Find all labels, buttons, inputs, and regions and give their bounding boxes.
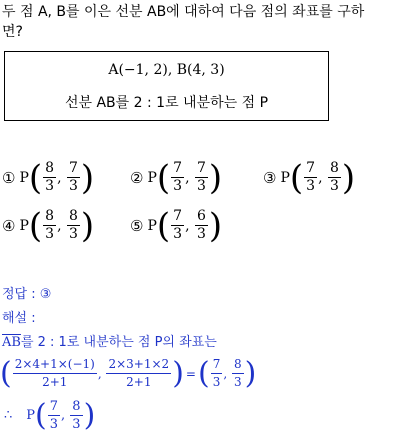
choice-2[interactable] (130, 157, 223, 198)
comma: , (318, 169, 327, 186)
formula-fraction-y (106, 356, 171, 391)
explanation-text: 를 2 : 1로 내분하는 점 P의 좌표는 (20, 335, 217, 350)
condition-box (4, 51, 329, 121)
left-paren: ( (28, 157, 43, 198)
result-fraction-y (232, 356, 244, 391)
numerator: 7 (68, 160, 78, 176)
formula-line (0, 356, 256, 391)
segment-ab: $\overline{AB}$ (2, 335, 21, 350)
choice-prefix: P (19, 217, 29, 234)
fraction-y (67, 160, 80, 195)
choice-mark: ④ (2, 216, 16, 235)
denominator: 3 (49, 417, 59, 432)
fraction-x (304, 160, 317, 195)
result-fraction-x (211, 356, 223, 391)
final-fraction-y (70, 398, 82, 433)
comma: , (223, 366, 231, 381)
choice-prefix: P (19, 169, 29, 186)
denominator: 3 (72, 417, 81, 432)
denominator: 3 (196, 226, 206, 242)
right-paren: ) (244, 355, 257, 391)
right-paren: ) (80, 205, 95, 246)
left-paren: ( (197, 355, 210, 391)
denominator: 3 (196, 178, 206, 194)
numerator: 7 (49, 399, 59, 414)
equals-sign: = (185, 366, 196, 381)
answer-label: 정답 : ③ (2, 287, 52, 302)
choice-3[interactable] (263, 157, 356, 198)
numerator: 8 (329, 160, 339, 176)
final-prefix: P (26, 408, 36, 423)
left-paren: ( (156, 205, 171, 246)
left-paren: ( (28, 205, 43, 246)
comma: , (97, 366, 106, 381)
choice-mark: ③ (263, 168, 277, 187)
condition-points: A(−1, 2), B(4, 3) (108, 62, 225, 78)
denominator: 3 (173, 178, 183, 194)
choice-1[interactable] (2, 157, 95, 198)
comma: , (61, 408, 70, 423)
choice-5[interactable] (130, 205, 223, 246)
right-paren: ) (83, 397, 96, 433)
numerator: 8 (72, 399, 81, 414)
left-paren: ( (156, 157, 171, 198)
numerator: 8 (45, 160, 55, 176)
question-line-2: 면? (2, 24, 23, 40)
choice-prefix: P (280, 169, 290, 186)
left-paren: ( (289, 157, 304, 198)
numerator: 6 (196, 208, 206, 224)
condition-division: 선분 AB를 2 : 1로 내분하는 점 P (64, 95, 269, 111)
choice-prefix: P (147, 217, 157, 234)
numerator: 8 (232, 356, 244, 374)
choice-4[interactable] (2, 205, 95, 246)
choice-prefix: P (147, 169, 157, 186)
numerator: 7 (306, 160, 316, 176)
formula-fraction-x (13, 356, 97, 391)
comma: , (185, 169, 194, 186)
fraction-y (328, 160, 341, 195)
choice-mark: ⑤ (130, 216, 144, 235)
comma: , (57, 217, 66, 234)
explanation-line (2, 334, 217, 352)
fraction-y (195, 208, 208, 243)
final-answer-line (4, 398, 95, 433)
explanation-label: 해설 : (2, 311, 36, 326)
right-paren: ) (208, 157, 223, 198)
numerator: 7 (173, 160, 183, 176)
right-paren: ) (341, 157, 356, 198)
fraction-x (171, 160, 184, 195)
comma: , (185, 217, 194, 234)
denominator: 2+1 (126, 375, 152, 389)
denominator: 3 (173, 226, 183, 242)
numerator: 2×3+1×2 (106, 356, 171, 374)
numerator: 7 (196, 160, 206, 176)
fraction-y (67, 208, 80, 243)
choice-mark: ② (130, 168, 144, 187)
right-paren: ) (172, 355, 184, 391)
denominator: 2+1 (42, 375, 68, 389)
therefore-symbol: ∴ (4, 408, 13, 423)
left-paren: ( (0, 355, 12, 391)
choice-mark: ① (2, 168, 16, 187)
comma: , (57, 169, 66, 186)
left-paren: ( (35, 397, 47, 433)
fraction-x (171, 208, 184, 243)
denominator: 3 (233, 375, 242, 389)
numerator: 8 (68, 208, 78, 224)
denominator: 3 (212, 375, 221, 389)
fraction-x (43, 160, 56, 195)
final-fraction-x (48, 398, 60, 433)
denominator: 3 (45, 178, 55, 194)
numerator: 2×4+1×(−1) (13, 356, 97, 374)
numerator: 8 (45, 208, 55, 224)
numerator: 7 (173, 208, 183, 224)
fraction-x (43, 208, 56, 243)
denominator: 3 (68, 226, 78, 242)
numerator: 7 (211, 356, 223, 374)
denominator: 3 (68, 178, 78, 194)
denominator: 3 (329, 178, 339, 194)
right-paren: ) (80, 157, 95, 198)
denominator: 3 (45, 226, 55, 242)
question-line-1: 두 점 A, B를 이은 선분 AB에 대하여 다음 점의 좌표를 구하 (2, 4, 365, 20)
fraction-y (195, 160, 208, 195)
right-paren: ) (208, 205, 223, 246)
denominator: 3 (306, 178, 316, 194)
